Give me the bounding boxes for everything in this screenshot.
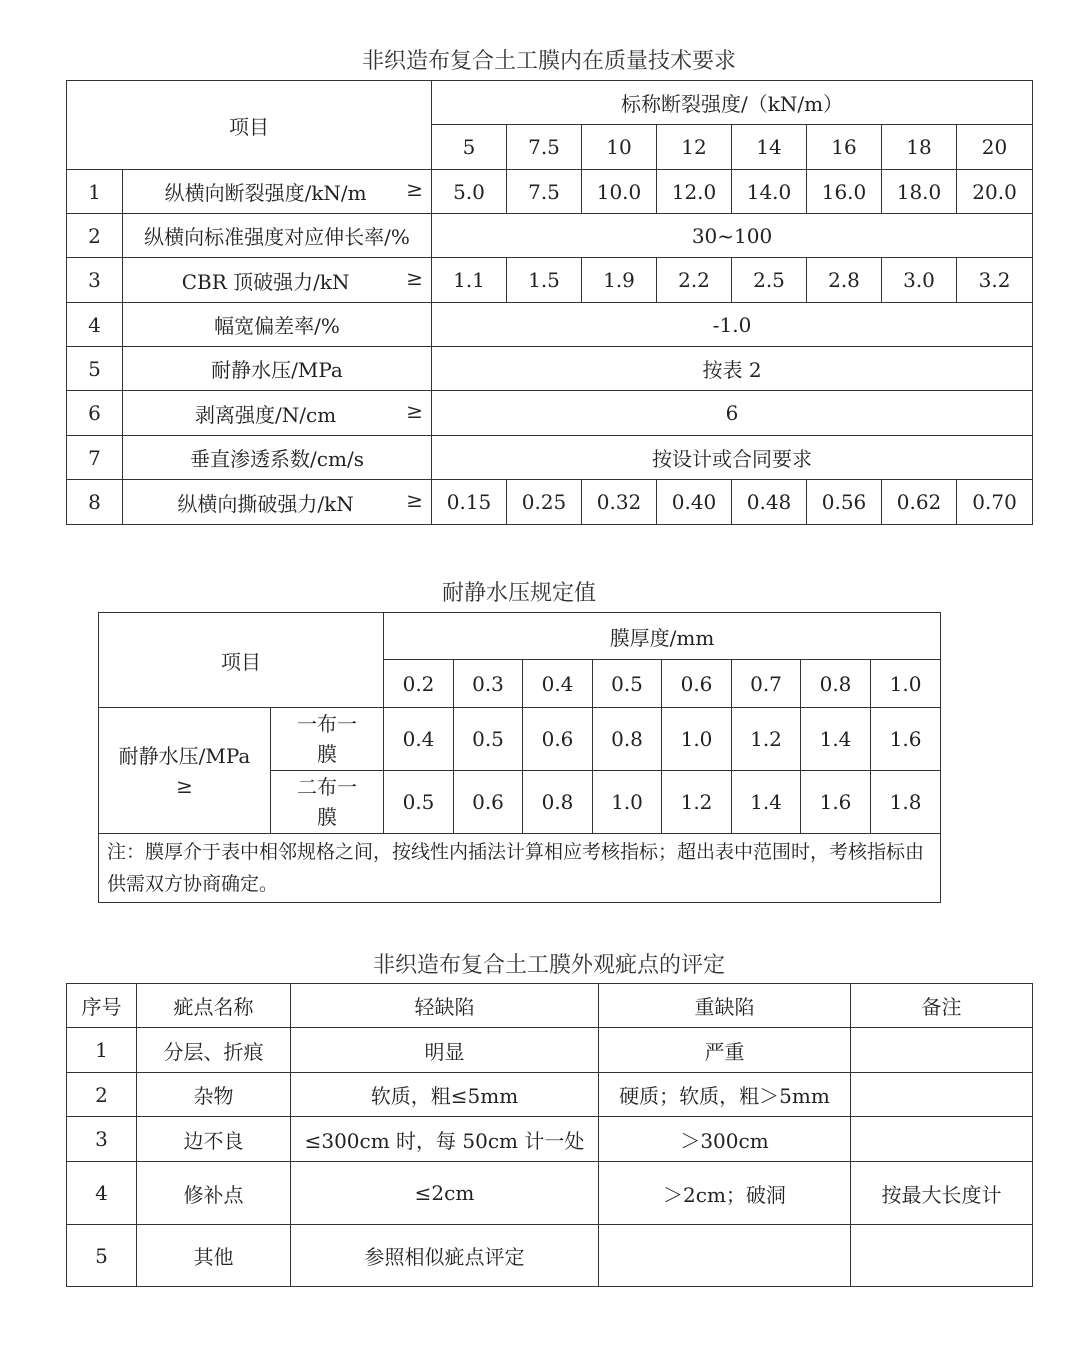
value-cell: 20.0 [957, 170, 1033, 214]
table-row [67, 480, 1033, 525]
spanned-value: 按设计或合同要求 [432, 436, 1033, 480]
col-header: 0.8 [801, 660, 871, 708]
value-cell: 1.2 [662, 771, 732, 834]
value-cell: 0.4 [384, 708, 454, 771]
col-header: 10 [582, 125, 657, 170]
major-defect: ＞2cm；破洞 [599, 1162, 851, 1225]
value-cell: 1.6 [871, 708, 941, 771]
value-cell: 7.5 [507, 170, 582, 214]
value-cell: 1.8 [871, 771, 941, 834]
row-label-text: 纵横向断裂强度/kN/m [164, 181, 367, 205]
remarks [851, 1073, 1033, 1117]
table-row [67, 436, 1033, 480]
value-cell: 1.0 [593, 771, 662, 834]
value-cell: 2.2 [657, 258, 732, 303]
col-header: 1.0 [871, 660, 941, 708]
col-header: 7.5 [507, 125, 582, 170]
ge-symbol: ≥ [406, 265, 423, 290]
defect-name: 边不良 [137, 1117, 291, 1162]
value-cell: 1.5 [507, 258, 582, 303]
row-group-label-text: 耐静水压/MPa [118, 743, 251, 768]
value-cell: 14.0 [732, 170, 807, 214]
row-number: 4 [67, 303, 123, 347]
ge-symbol: ≥ [406, 177, 423, 201]
row-number: 2 [67, 1073, 137, 1117]
value-cell: 1.9 [582, 258, 657, 303]
value-cell: 0.8 [593, 708, 662, 771]
row-label: 耐静水压/MPa [123, 347, 432, 391]
sub-row-label: 二布一膜 [271, 771, 384, 834]
value-cell: 5.0 [432, 170, 507, 214]
remarks [851, 1117, 1033, 1162]
ge-symbol: ≥ [406, 398, 423, 423]
defect-name: 杂物 [137, 1073, 291, 1117]
header-defect-name: 疵点名称 [137, 984, 291, 1028]
col-header: 20 [957, 125, 1033, 170]
minor-defect: 软质，粗≤5mm [291, 1073, 599, 1117]
col-header: 18 [882, 125, 957, 170]
value-cell: 3.0 [882, 258, 957, 303]
table-row [99, 708, 941, 771]
hydrostatic-pressure-table [98, 612, 941, 903]
col-header: 14 [732, 125, 807, 170]
value-cell: 1.2 [732, 708, 801, 771]
row-label: 幅宽偏差率/% [123, 303, 432, 347]
row-number: 3 [67, 1117, 137, 1162]
value-cell: 0.5 [384, 771, 454, 834]
value-cell: 2.5 [732, 258, 807, 303]
value-cell: 1.4 [801, 708, 871, 771]
row-number: 4 [67, 1162, 137, 1225]
value-cell: 0.15 [432, 480, 507, 525]
row-number: 5 [67, 1225, 137, 1287]
value-cell: 16.0 [807, 170, 882, 214]
col-header: 0.6 [662, 660, 732, 708]
col-header: 0.7 [732, 660, 801, 708]
row-label [123, 391, 432, 436]
row-label [123, 258, 432, 303]
quality-requirements-table [66, 80, 1033, 525]
item-header: 项目 [67, 81, 432, 170]
major-defect: ＞300cm [599, 1117, 851, 1162]
minor-defect: ≤300cm 时，每 50cm 计一处 [291, 1117, 599, 1162]
thickness-header: 膜厚度/mm [384, 613, 941, 660]
header-remarks: 备注 [851, 984, 1033, 1028]
defect-name: 修补点 [137, 1162, 291, 1225]
value-cell: 0.32 [582, 480, 657, 525]
value-cell: 10.0 [582, 170, 657, 214]
value-cell: 0.6 [454, 771, 523, 834]
table1-caption: 非织造布复合土工膜内在质量技术要求 [361, 49, 736, 74]
row-number: 2 [67, 214, 123, 258]
value-cell: 2.8 [807, 258, 882, 303]
col-header: 12 [657, 125, 732, 170]
table2-header-row [99, 613, 941, 660]
table-row [67, 214, 1033, 258]
row-group-label [99, 708, 271, 834]
value-cell: 0.5 [454, 708, 523, 771]
row-label-text: 剥离强度/N/cm [195, 402, 337, 427]
value-cell: 0.48 [732, 480, 807, 525]
remarks: 按最大长度计 [851, 1162, 1033, 1225]
header-major-defect: 重缺陷 [599, 984, 851, 1028]
table-row [67, 1073, 1033, 1117]
defect-name: 其他 [137, 1225, 291, 1287]
col-header: 0.4 [523, 660, 593, 708]
table3-caption: 非织造布复合土工膜外观疵点的评定 [372, 953, 725, 978]
value-cell: 12.0 [657, 170, 732, 214]
table-row [67, 1117, 1033, 1162]
value-cell: 3.2 [957, 258, 1033, 303]
table-row [67, 1225, 1033, 1287]
remarks [851, 1028, 1033, 1073]
header-minor-defect: 轻缺陷 [291, 984, 599, 1028]
table-row [67, 170, 1033, 214]
value-cell: 0.8 [523, 771, 593, 834]
defect-name: 分层、折痕 [137, 1028, 291, 1073]
row-label [123, 480, 432, 525]
row-label-text: 纵横向撕破强力/kN [177, 491, 354, 516]
col-header: 16 [807, 125, 882, 170]
value-cell: 1.1 [432, 258, 507, 303]
spanned-value: 30~100 [432, 214, 1033, 258]
appearance-defects-table [66, 983, 1033, 1287]
note-row [99, 834, 941, 903]
table-note: 注：膜厚介于表中相邻规格之间，按线性内插法计算相应考核指标；超出表中范围时，考核指标由供需双方协商确定。 [99, 834, 941, 903]
minor-defect: 参照相似疵点评定 [291, 1225, 599, 1287]
row-label: 纵横向标准强度对应伸长率/% [123, 214, 432, 258]
value-cell: 1.6 [801, 771, 871, 834]
major-defect [599, 1225, 851, 1287]
ge-symbol: ≥ [176, 773, 193, 798]
minor-defect: 明显 [291, 1028, 599, 1073]
row-number: 1 [67, 1028, 137, 1073]
value-cell: 0.70 [957, 480, 1033, 525]
table-row [67, 1162, 1033, 1225]
value-cell: 0.6 [523, 708, 593, 771]
value-cell: 1.4 [732, 771, 801, 834]
value-cell: 0.56 [807, 480, 882, 525]
value-cell: 0.40 [657, 480, 732, 525]
row-label-text: CBR 顶破强力/kN [181, 269, 350, 294]
spanned-value: -1.0 [432, 303, 1033, 347]
row-label: 垂直渗透系数/cm/s [123, 436, 432, 480]
table3-header-row [67, 984, 1033, 1028]
minor-defect: ≤2cm [291, 1162, 599, 1225]
major-defect: 硬质；软质，粗＞5mm [599, 1073, 851, 1117]
row-number: 3 [67, 258, 123, 303]
table2-caption: 耐静水压规定值 [441, 581, 596, 606]
col-header: 0.5 [593, 660, 662, 708]
table-row [67, 258, 1033, 303]
major-defect: 严重 [599, 1028, 851, 1073]
ge-symbol: ≥ [406, 487, 423, 512]
item-header: 项目 [99, 613, 384, 708]
value-cell: 18.0 [882, 170, 957, 214]
value-cell: 0.25 [507, 480, 582, 525]
header-serial: 序号 [67, 984, 137, 1028]
table-row [67, 1028, 1033, 1073]
sub-row-label: 一布一膜 [271, 708, 384, 771]
table1-header-row [67, 81, 1033, 125]
table-row [67, 303, 1033, 347]
nominal-strength-header: 标称断裂强度/（kN/m） [432, 81, 1033, 125]
col-header: 5 [432, 125, 507, 170]
row-number: 8 [67, 480, 123, 525]
table-row [67, 347, 1033, 391]
spanned-value: 6 [432, 391, 1033, 436]
spanned-value: 按表 2 [432, 347, 1033, 391]
table-row [67, 391, 1033, 436]
remarks [851, 1225, 1033, 1287]
row-number: 1 [67, 170, 123, 214]
col-header: 0.2 [384, 660, 454, 708]
row-number: 5 [67, 347, 123, 391]
col-header: 0.3 [454, 660, 523, 708]
value-cell: 1.0 [662, 708, 732, 771]
row-number: 7 [67, 436, 123, 480]
row-number: 6 [67, 391, 123, 436]
value-cell: 0.62 [882, 480, 957, 525]
row-label [123, 170, 432, 214]
